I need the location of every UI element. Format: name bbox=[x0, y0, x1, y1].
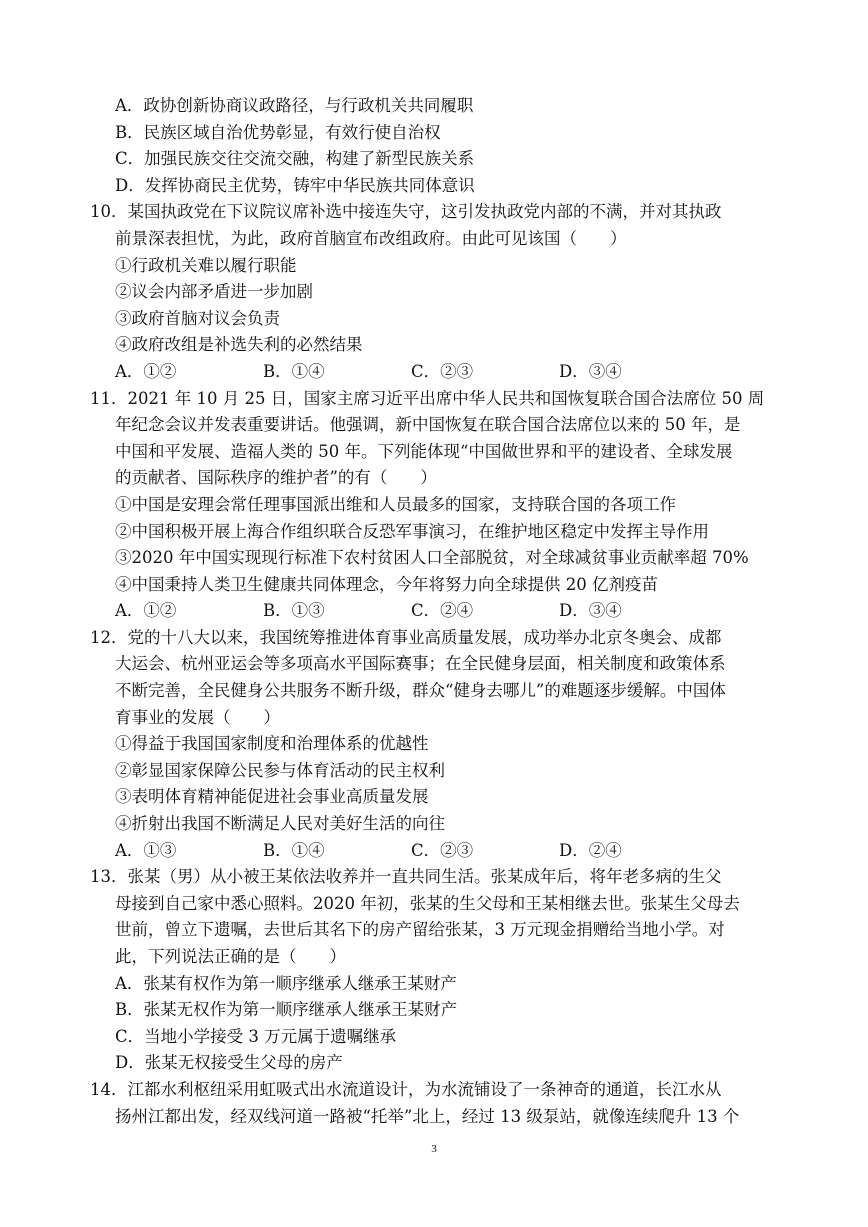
statement-item: ④中国秉持人类卫生健康共同体理念，今年将努力向全球提供 20 亿剂疫苗 bbox=[115, 574, 658, 594]
statement-item: ①中国是安理会常任理事国派出维和人员最多的国家，支持联合国的各项工作 bbox=[115, 494, 676, 514]
question-stem-line: 的贡献者、国际秩序的维护者”的有（ ） bbox=[115, 468, 437, 488]
question-14 bbox=[90, 1077, 780, 1130]
choice-d: D．③④ bbox=[559, 361, 622, 381]
statement-item: ①行政机关难以履行职能 bbox=[115, 255, 297, 275]
question-stem-line: 不断完善，全民健身公共服务不断升级，群众“健身去哪儿”的难题逐步缓解。中国体 bbox=[115, 681, 726, 701]
question-stem-line: 大运会、杭州亚运会等多项高水平国际赛事；在全民健身层面，相关制度和政策体系 bbox=[115, 654, 726, 674]
statement-item: ②彰显国家保障公民参与体育活动的民主权利 bbox=[115, 760, 445, 780]
choice-b: B．①④ bbox=[263, 840, 325, 860]
question-11 bbox=[90, 386, 780, 625]
answer-choices bbox=[90, 359, 780, 386]
question-stem-line: 14．江都水利枢纽采用虹吸式出水流道设计，为水流铺设了一条神奇的通道，长江水从 bbox=[90, 1079, 722, 1099]
statement-item: ②议会内部矛盾进一步加剧 bbox=[115, 282, 313, 302]
question-10 bbox=[90, 199, 780, 385]
choice-c: C．②③ bbox=[411, 840, 474, 860]
choice-b: B．①④ bbox=[263, 361, 325, 381]
choice-a: A．①② bbox=[115, 601, 177, 621]
statement-item: ②中国积极开展上海合作组织联合反恐军事演习，在维护地区稳定中发挥主导作用 bbox=[115, 521, 709, 541]
choice-a: A．①② bbox=[115, 361, 177, 381]
choice-d: D．②④ bbox=[559, 840, 622, 860]
choice-b: B．①③ bbox=[263, 601, 325, 621]
question-stem-line: 前景深表担忧，为此，政府首脑宣布改组政府。由此可见该国（ ） bbox=[115, 228, 627, 248]
question-stem-line: 扬州江都出发，经双线河道一路被“托举”北上，经过 13 级泵站，就像连续爬升 13 个 bbox=[115, 1106, 740, 1126]
statement-item: ④政府改组是补选失利的必然结果 bbox=[115, 335, 363, 355]
option-a: A．张某有权作为第一顺序继承人继承王某财产 bbox=[115, 973, 457, 993]
question-13 bbox=[90, 864, 780, 1077]
page-number: 3 bbox=[431, 1143, 437, 1155]
option-b: B．民族区域自治优势彰显，有效行使自治权 bbox=[115, 122, 441, 142]
question-stem-line: 育事业的发展（ ） bbox=[115, 707, 280, 727]
choice-c: C．②③ bbox=[411, 361, 474, 381]
option-c: C．当地小学接受 3 万元属于遗嘱继承 bbox=[115, 1026, 397, 1046]
option-a: A．政协创新协商议政路径，与行政机关共同履职 bbox=[115, 96, 474, 115]
option-d: D．张某无权接受生父母的房产 bbox=[115, 1053, 343, 1073]
choice-c: C．②④ bbox=[411, 601, 474, 621]
option-b: B．张某无权作为第一顺序继承人继承王某财产 bbox=[115, 1000, 458, 1020]
choice-d: D．③④ bbox=[559, 601, 622, 621]
prev-question-options bbox=[90, 93, 780, 199]
option-d: D．发挥协商民主优势，铸牢中华民族共同体意识 bbox=[115, 175, 475, 195]
question-stem-line: 中国和平发展、造福人类的 50 年。下列能体现“中国做世界和平的建设者、全球发展 bbox=[115, 441, 733, 461]
statement-item: ③表明体育精神能促进社会事业高质量发展 bbox=[115, 787, 429, 807]
choice-a: A．①③ bbox=[115, 840, 177, 860]
question-stem-line: 此，下列说法正确的是（ ） bbox=[115, 947, 346, 966]
question-stem-line: 11．2021 年 10 月 25 日，国家主席习近平出席中华人民共和国恢复联合国合法席位 50 周 bbox=[90, 388, 765, 408]
question-stem-line: 世前，曾立下遗嘱，去世后其名下的房产留给张某，3 万元现金捐赠给当地小学。对 bbox=[115, 920, 725, 940]
question-stem-line: 10．某国执政党在下议院议席补选中接连失守，这引发执政党内部的不满，并对其执政 bbox=[90, 202, 722, 222]
question-stem-line: 年纪念会议并发表重要讲话。他强调，新中国恢复在联合国合法席位以来的 50 年，是 bbox=[115, 415, 741, 435]
question-stem-line: 12．党的十八大以来，我国统筹推进体育事业高质量发展，成功举办北京冬奥会、成都 bbox=[90, 627, 722, 647]
question-stem-line: 13．张某（男）从小被王某依法收养并一直共同生活。张某成年后，将年老多病的生父 bbox=[90, 867, 722, 887]
statement-item: ③政府首脑对议会负责 bbox=[115, 308, 280, 328]
question-stem-line: 母接到自己家中悉心照料。2020 年初，张某的生父母和王某相继去世。张某生父母去 bbox=[115, 893, 740, 913]
statement-item: ①得益于我国国家制度和治理体系的优越性 bbox=[115, 734, 429, 754]
answer-choices bbox=[90, 838, 780, 865]
question-12 bbox=[90, 625, 780, 864]
answer-choices bbox=[90, 598, 780, 625]
exam-page-content bbox=[90, 93, 780, 1130]
option-c: C．加强民族交往交流交融，构建了新型民族关系 bbox=[115, 149, 475, 169]
statement-item: ④折射出我国不断满足人民对美好生活的向往 bbox=[115, 814, 445, 834]
statement-item: ③2020 年中国实现现行标准下农村贫困人口全部脱贫，对全球减贫事业贡献率超 70% bbox=[115, 548, 749, 568]
